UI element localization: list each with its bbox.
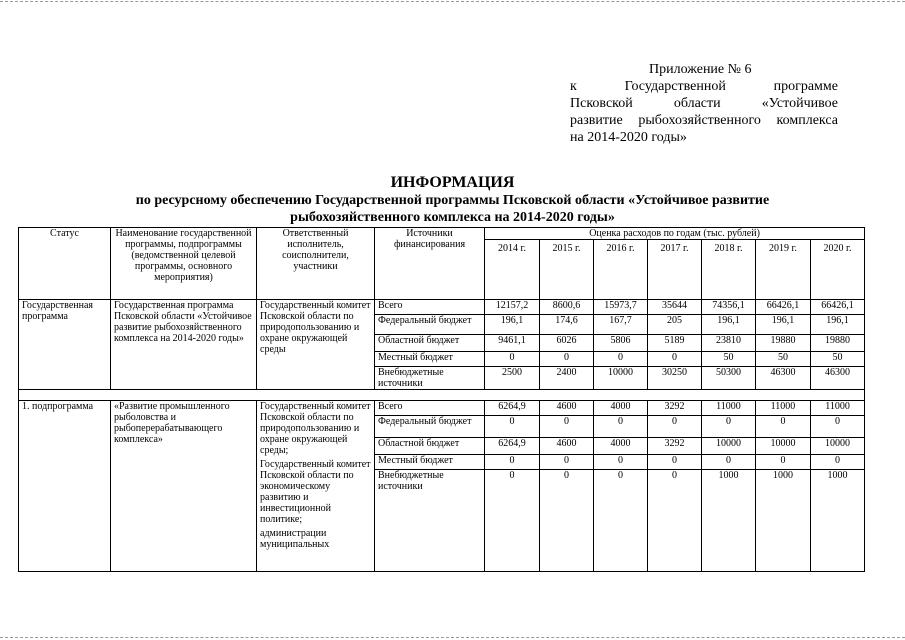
amount-cell: 0 (811, 416, 865, 438)
amount-cell: 46300 (756, 367, 811, 390)
amount-cell: 6026 (540, 335, 594, 352)
table-row (19, 300, 865, 315)
amount-cell: 10000 (594, 367, 648, 390)
amount-cell: 66426,1 (811, 300, 865, 315)
amount-cell: 167,7 (594, 315, 648, 335)
amount-cell: 46300 (811, 367, 865, 390)
amount-cell: 0 (540, 455, 594, 470)
amount-cell: 0 (594, 416, 648, 438)
appendix-line: Псковской области «Устойчивое (570, 96, 838, 111)
program-name-cell: «Развитие промышленного рыболовства и рыбоперерабатывающего комплекса» (111, 401, 257, 572)
amount-cell: 19880 (811, 335, 865, 352)
amount-cell: 196,1 (811, 315, 865, 335)
amount-cell: 6264,9 (485, 401, 540, 416)
amount-cell: 0 (540, 470, 594, 572)
amount-cell: 174,6 (540, 315, 594, 335)
amount-cell: 0 (648, 455, 702, 470)
amount-cell: 50300 (702, 367, 756, 390)
amount-cell: 4000 (594, 401, 648, 416)
amount-cell: 0 (485, 416, 540, 438)
appendix-line: к Государственной программе (570, 79, 838, 94)
funding-source-cell: Всего (375, 300, 485, 315)
amount-cell: 0 (594, 470, 648, 572)
amount-cell: 4600 (540, 438, 594, 455)
funding-source-cell: Федеральный бюджет (375, 416, 485, 438)
executor-item: администрации муниципальных (260, 528, 330, 550)
amount-cell: 0 (594, 455, 648, 470)
amount-cell: 66426,1 (756, 300, 811, 315)
amount-cell: 11000 (702, 401, 756, 416)
amount-cell: 8600,6 (540, 300, 594, 315)
executor-cell (257, 300, 375, 390)
amount-cell: 30250 (648, 367, 702, 390)
funding-source-cell: Областной бюджет (375, 335, 485, 352)
header-sources: Источники финансирования (375, 228, 485, 300)
amount-cell: 50 (811, 352, 865, 367)
funding-source-cell: Федеральный бюджет (375, 315, 485, 335)
amount-cell: 3292 (648, 401, 702, 416)
amount-cell: 205 (648, 315, 702, 335)
amount-cell: 11000 (756, 401, 811, 416)
header-year: 2020 г. (811, 240, 865, 300)
amount-cell: 11000 (811, 401, 865, 416)
header-year: 2016 г. (594, 240, 648, 300)
amount-cell: 0 (485, 470, 540, 572)
funding-source-cell: Областной бюджет (375, 438, 485, 455)
appendix-line: на 2014-2020 годы» (570, 130, 687, 145)
amount-cell: 196,1 (756, 315, 811, 335)
amount-cell: 2500 (485, 367, 540, 390)
document-subtitle: по ресурсному обеспечению Государственной программы Псковской области «Устойчивое развитие (135, 193, 770, 208)
program-name-cell: Государственная программа Псковской области «Устойчивое развитие рыбохозяйственного комплекса на 2014-2020 годы» (111, 300, 257, 390)
amount-cell: 0 (648, 352, 702, 367)
amount-cell: 196,1 (702, 315, 756, 335)
amount-cell: 1000 (756, 470, 811, 572)
amount-cell: 12157,2 (485, 300, 540, 315)
amount-cell: 0 (648, 470, 702, 572)
amount-cell: 0 (756, 455, 811, 470)
header-year: 2014 г. (485, 240, 540, 300)
amount-cell: 5189 (648, 335, 702, 352)
amount-cell: 4600 (540, 401, 594, 416)
appendix-note (570, 61, 838, 146)
amount-cell: 1000 (702, 470, 756, 572)
status-cell: Государственная программа (19, 300, 111, 390)
amount-cell: 19880 (756, 335, 811, 352)
appendix-line: развитие рыбохозяйственного комплекса (570, 113, 838, 128)
amount-cell: 6264,9 (485, 438, 540, 455)
executor-item: Государственный комитет Псковской области по экономическому развитию и инвестиционной политике; (260, 459, 371, 525)
amount-cell: 74356,1 (702, 300, 756, 315)
header-row (19, 228, 865, 240)
amount-cell: 0 (702, 455, 756, 470)
amount-cell: 1000 (811, 470, 865, 572)
document-subtitle: рыбохозяйственного комплекса на 2014-2020 годы» (290, 210, 615, 225)
document-title: ИНФОРМАЦИЯ (390, 174, 515, 191)
amount-cell: 0 (540, 352, 594, 367)
amount-cell: 0 (485, 352, 540, 367)
amount-cell: 10000 (811, 438, 865, 455)
spacer-cell (19, 390, 865, 401)
resources-table (18, 227, 865, 572)
page-top-edge (0, 1, 905, 2)
header-executor: Ответственный исполнитель, соисполнители, участники (257, 228, 375, 300)
amount-cell: 0 (485, 455, 540, 470)
amount-cell: 15973,7 (594, 300, 648, 315)
amount-cell: 50 (756, 352, 811, 367)
executor-item: Государственный комитет Псковской области по природопользованию и охране окружающей среды (260, 300, 371, 355)
funding-source-cell: Местный бюджет (375, 455, 485, 470)
amount-cell: 0 (540, 416, 594, 438)
amount-cell: 2400 (540, 367, 594, 390)
amount-cell: 3292 (648, 438, 702, 455)
amount-cell: 0 (594, 352, 648, 367)
header-year: 2019 г. (756, 240, 811, 300)
section-spacer-row (19, 390, 865, 401)
status-cell: 1. подпрограмма (19, 401, 111, 572)
table-row (19, 401, 865, 416)
funding-source-cell: Внебюджетные источники (375, 470, 485, 572)
header-name: Наименование государственной программы, подпрограммы (ведомственной целевой программы, основного мероприятия) (111, 228, 257, 300)
amount-cell: 10000 (756, 438, 811, 455)
funding-source-cell: Местный бюджет (375, 352, 485, 367)
amount-cell: 0 (702, 416, 756, 438)
funding-source-cell: Всего (375, 401, 485, 416)
page-bottom-edge (0, 637, 905, 638)
amount-cell: 5806 (594, 335, 648, 352)
amount-cell: 0 (756, 416, 811, 438)
amount-cell: 35644 (648, 300, 702, 315)
header-estimate: Оценка расходов по годам (тыс. рублей) (485, 228, 865, 240)
amount-cell: 9461,1 (485, 335, 540, 352)
executor-cell (257, 401, 375, 572)
amount-cell: 50 (702, 352, 756, 367)
header-year: 2017 г. (648, 240, 702, 300)
header-year: 2015 г. (540, 240, 594, 300)
amount-cell: 0 (648, 416, 702, 438)
executor-item: Государственный комитет Псковской области по природопользованию и охране окружающей среды; (260, 401, 371, 456)
header-year: 2018 г. (702, 240, 756, 300)
amount-cell: 0 (811, 455, 865, 470)
appendix-number: Приложение № 6 (649, 62, 752, 77)
amount-cell: 10000 (702, 438, 756, 455)
amount-cell: 4000 (594, 438, 648, 455)
header-status: Статус (19, 228, 111, 300)
amount-cell: 23810 (702, 335, 756, 352)
funding-source-cell: Внебюджетные источники (375, 367, 485, 390)
amount-cell: 196,1 (485, 315, 540, 335)
